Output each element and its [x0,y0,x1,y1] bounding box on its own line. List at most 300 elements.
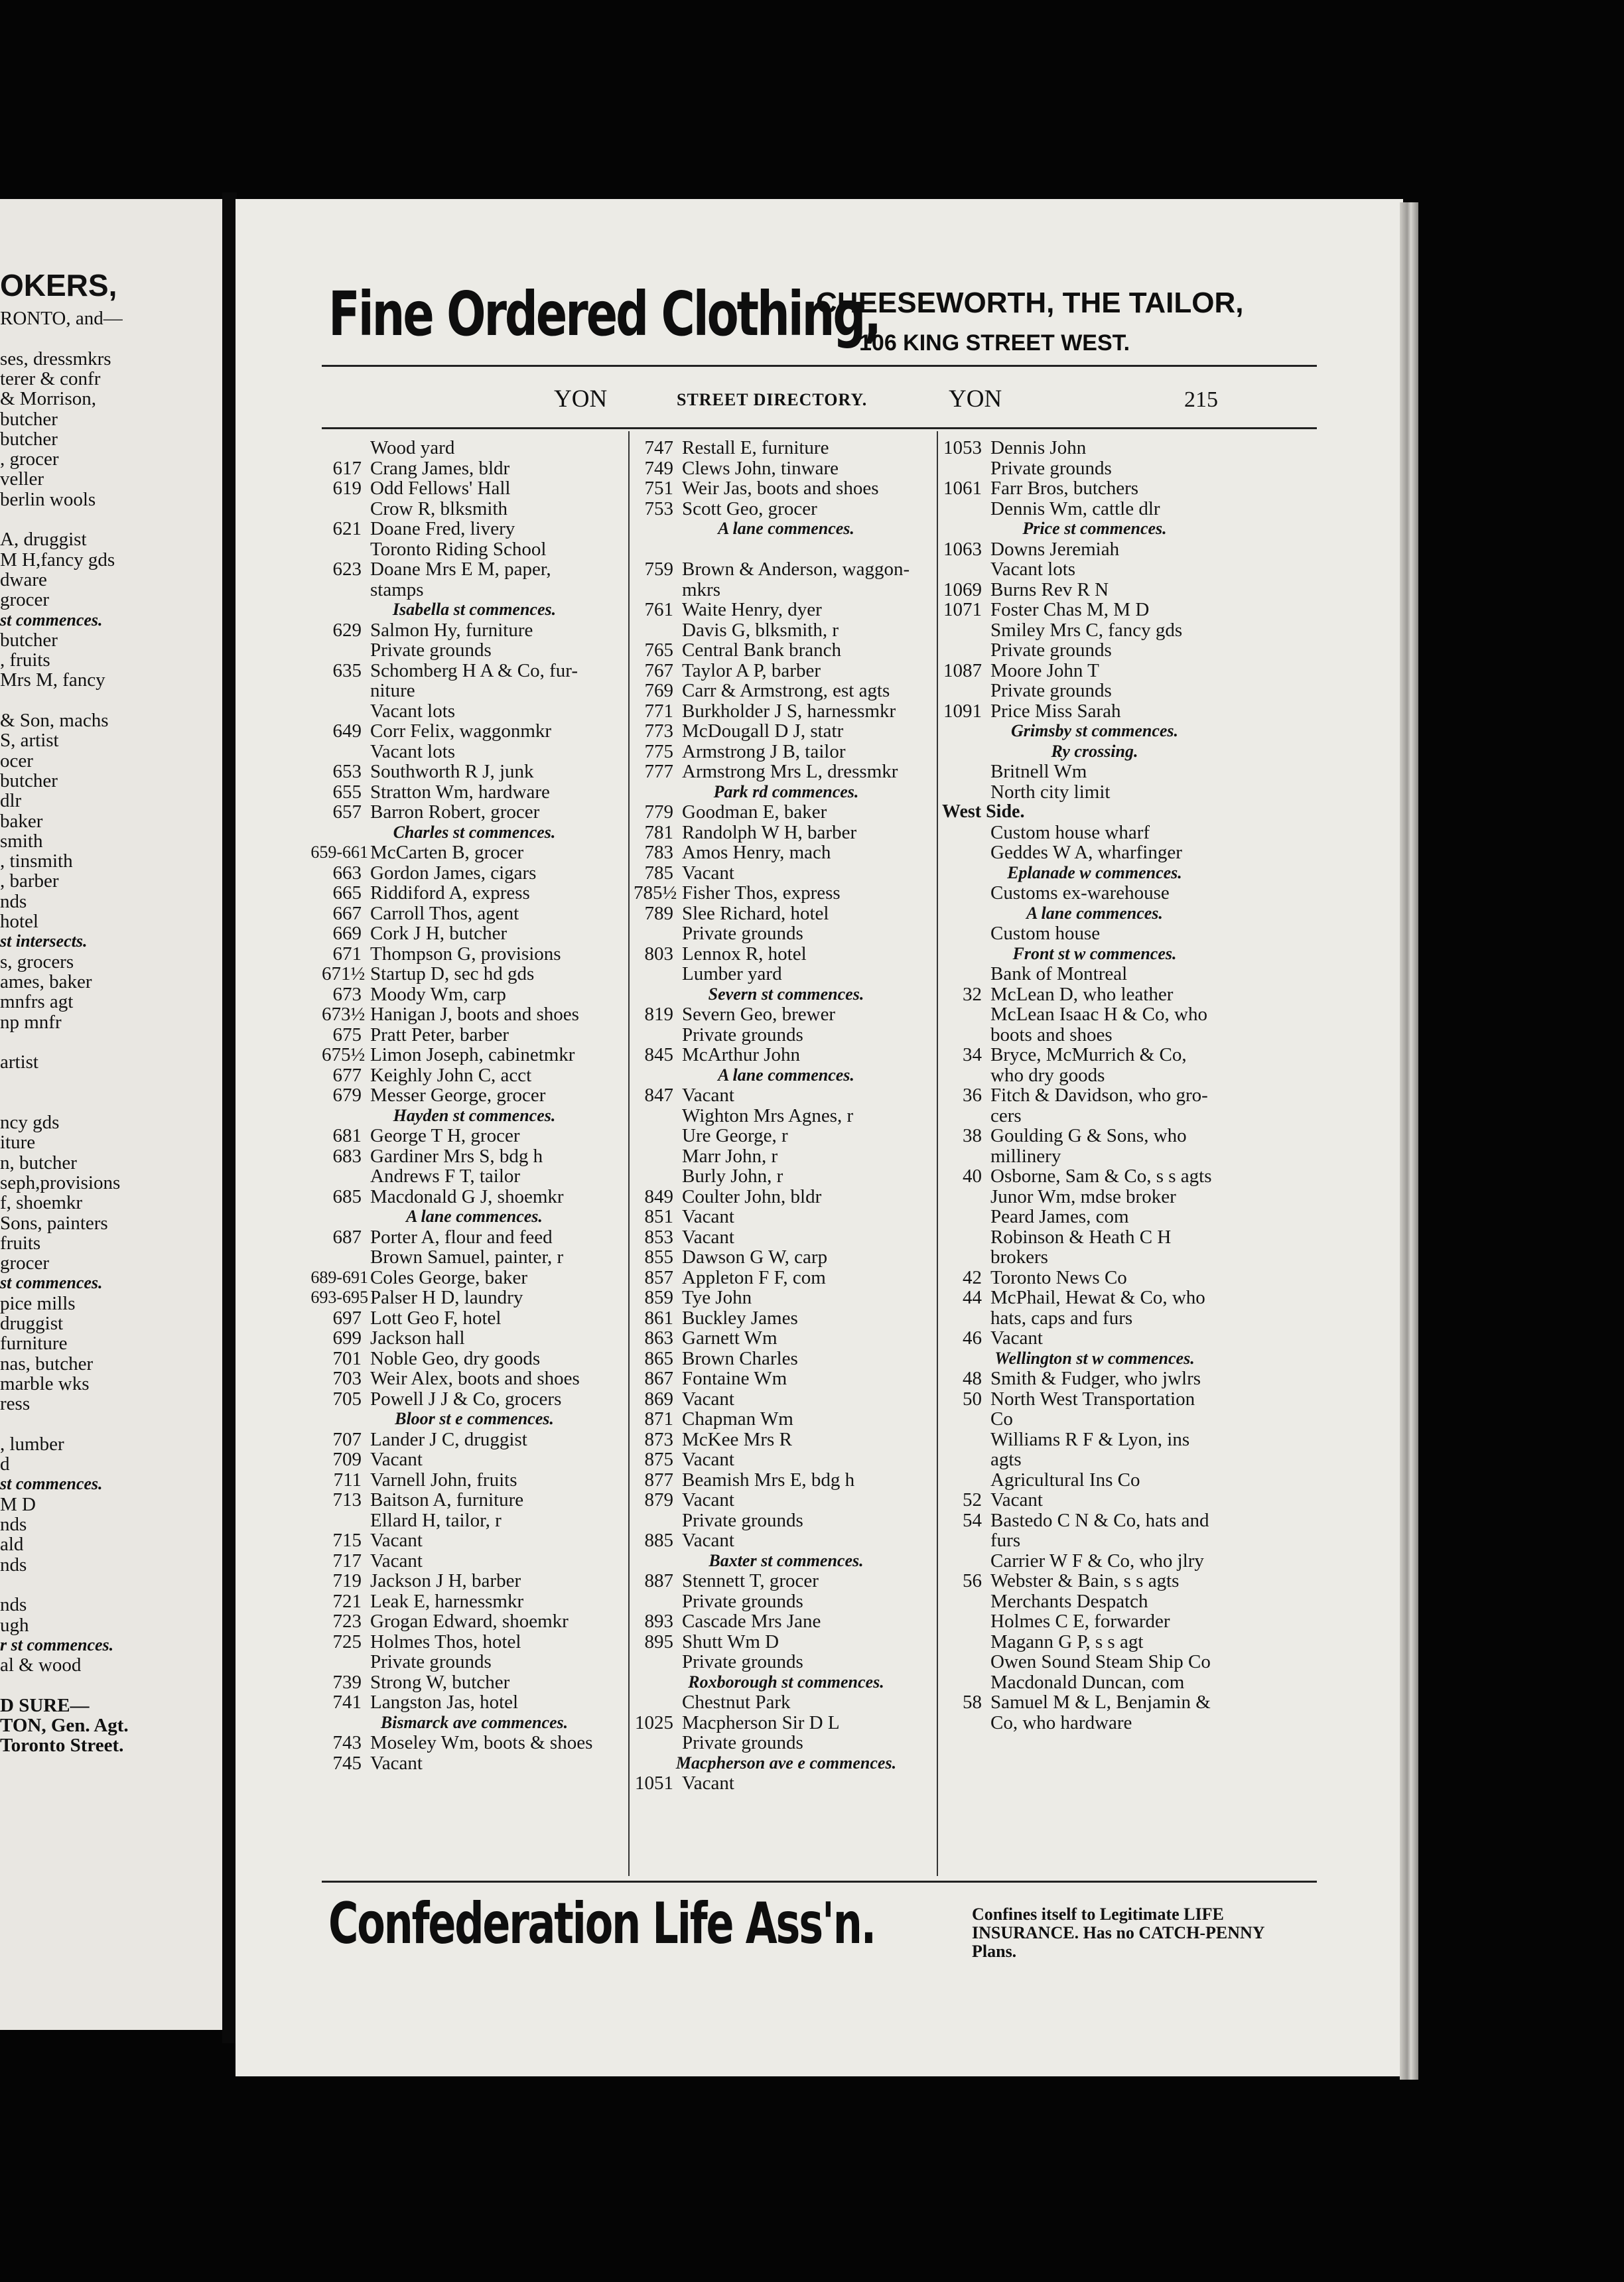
entry-text: Private grounds [370,1651,492,1672]
entry-text: Doane Mrs E M, paper, [370,559,551,580]
entry-text: Schomberg H A & Co, fur- [370,659,578,681]
street-number: 655 [332,781,362,803]
directory-entry [634,1409,945,1430]
entry-text: Clews John, tinware [682,457,839,479]
entry-text: Vacant lots [990,559,1076,580]
entry-text: Bastedo C N & Co, hats and [990,1509,1209,1531]
directory-entry [322,964,634,984]
entry-text: Private grounds [682,1651,803,1672]
street-crossing-note [942,1349,1254,1369]
directory-entry [942,1490,1254,1510]
directory-entry [634,1166,945,1187]
directory-page [236,199,1403,2076]
street-number: 659-661 [310,842,368,862]
entry-text: McKee Mrs R [682,1428,792,1450]
entry-text: boots and shoes [990,1024,1113,1045]
directory-entry [942,600,1254,620]
directory-entry [322,1733,634,1753]
directory-entry [634,1389,945,1410]
street-number: 743 [332,1732,362,1753]
directory-entry [322,701,634,722]
directory-entry [634,1510,945,1531]
ad-text-line: Plans. [972,1942,1017,1961]
street-number: 857 [644,1266,673,1288]
entry-text: Custom house wharf [990,821,1150,843]
street-number: 56 [963,1570,982,1591]
street-number: 895 [644,1631,673,1652]
entry-text: Macpherson Sir D L [682,1712,840,1733]
facing-page-line: smith [0,830,43,852]
street-number: 675½ [322,1044,366,1065]
entry-text: Vacant [990,1489,1043,1510]
entry-text: Lumber yard [682,963,782,984]
crossing-text: Bismarck ave commences. [380,1712,569,1732]
crossing-text: Isabella st commences. [392,600,557,619]
street-number: 861 [644,1307,673,1329]
crossing-text: Park rd commences. [713,781,859,801]
directory-entry [942,1510,1254,1531]
directory-entry [634,1773,945,1794]
entry-text: Vacant [682,862,734,884]
entry-text: Waite Henry, dyer [682,599,822,620]
entry-text: Stennett T, grocer [682,1570,819,1591]
street-number: 52 [963,1489,982,1510]
directory-entry [634,944,945,965]
directory-entry [322,863,634,884]
entry-text: Macdonald G J, shoemkr [370,1185,564,1207]
page-edge [1400,202,1418,2080]
facing-page-line: mnfrs agt [0,991,74,1013]
street-number: 693-695 [310,1288,368,1307]
street-number: 681 [332,1125,362,1146]
directory-entry [634,681,945,701]
facing-page-line: nas, butcher [0,1353,94,1375]
street-crossing-note [942,944,1254,965]
directory-entry [634,721,945,742]
directory-entry [634,1692,945,1713]
directory-entry [942,1611,1254,1632]
entry-text: Vacant [682,1773,734,1794]
entry-text: Smith & Fudger, who jwlrs [990,1368,1201,1389]
directory-entry [322,1470,634,1491]
entry-text: Stratton Wm, hardware [370,781,550,803]
directory-entry [942,1166,1254,1187]
entry-text: Private grounds [990,680,1112,701]
facing-page-line: butcher [0,770,58,791]
street-number: 723 [332,1611,362,1632]
directory-entry [942,1187,1254,1207]
entry-text: Weir Alex, boots and shoes [370,1368,580,1389]
facing-page-line: st commences. [0,1273,103,1293]
entry-text: Scott Geo, grocer [682,498,817,519]
entry-text: Vacant [370,1550,423,1572]
street-number: 663 [332,862,362,884]
entry-text: Webster & Bain, s s agts [990,1570,1180,1591]
street-name-right: YON [949,385,1002,413]
entry-text: Goodman E, baker [682,801,827,823]
street-number: 869 [644,1388,673,1410]
street-crossing-note [942,863,1254,884]
entry-text: Williams R F & Lyon, ins [990,1428,1190,1450]
directory-entry [942,1571,1254,1591]
crossing-text: Grimsby st commences. [1010,721,1179,740]
street-number: 779 [644,801,673,823]
directory-entry [942,1449,1254,1470]
street-number: 623 [332,559,362,580]
facing-page-line: D SURE— [0,1694,90,1716]
directory-entry [310,1287,634,1308]
street-number: 653 [332,761,362,782]
directory-entry [942,823,1254,843]
entry-text: Private grounds [990,457,1112,479]
entry-text: Fontaine Wm [682,1368,787,1389]
entry-text: Riddiford A, express [370,882,530,904]
directory-entry [322,1247,634,1268]
street-number: 697 [332,1307,362,1329]
directory-entry [322,762,634,782]
street-number: 657 [332,801,362,823]
street-number: 789 [644,902,673,924]
street-number: 40 [963,1166,982,1187]
facing-page-line: M H,fancy gds [0,549,115,570]
entry-text: Strong W, butcher [370,1671,510,1693]
entry-text: Wighton Mrs Agnes, r [682,1105,854,1126]
directory-entry [634,559,945,580]
directory-entry [634,802,945,823]
directory-entry [942,1672,1254,1693]
directory-entry [322,1389,634,1410]
directory-entry [322,580,634,600]
entry-text: Co [990,1408,1013,1430]
street-crossing-note [634,984,945,1005]
directory-entry [634,1288,945,1308]
entry-text: Brown & Anderson, waggon- [682,559,910,580]
facing-page-line: ames, baker [0,971,92,992]
facing-page-line: ocer [0,750,33,772]
directory-entry [942,438,1254,458]
street-number: 1051 [635,1773,673,1794]
entry-text: furs [990,1530,1021,1551]
street-number: 1025 [635,1712,673,1733]
facing-page-line: nds [0,1554,27,1576]
directory-entry [634,580,945,600]
street-number: 867 [644,1368,673,1389]
entry-text: Baitson A, furniture [370,1489,524,1510]
directory-entry [322,802,634,823]
facing-page-line: ncy gds [0,1112,60,1133]
directory-entry [322,1692,634,1713]
directory-entry [942,1530,1254,1551]
street-number: 785 [644,862,673,884]
street-number: 759 [644,559,673,580]
facing-page-line: , lumber [0,1433,64,1455]
street-number: 749 [644,457,673,479]
side-heading [942,802,1254,823]
directory-entry [322,1328,634,1349]
crossing-text: Charles st commences. [393,822,556,842]
facing-page-line: st commences. [0,610,103,630]
entry-text: Langston Jas, hotel [370,1692,519,1713]
directory-entry [322,944,634,965]
entry-text: Moody Wm, carp [370,983,506,1005]
facing-page-line: berlin wools [0,488,96,510]
directory-entry [322,1045,634,1065]
street-crossing-note [322,600,634,620]
entry-text: Fitch & Davidson, who gro- [990,1085,1208,1106]
entry-text: Dennis Wm, cattle dlr [990,498,1160,519]
entry-text: Noble Geo, dry goods [370,1347,541,1369]
facing-page-line: grocer [0,589,50,611]
entry-text: Foster Chas M, M D [990,599,1150,620]
facing-page-line: TON, Gen. Agt. [0,1715,129,1736]
street-crossing-note [942,742,1254,762]
entry-text: Vacant [682,1085,734,1106]
street-crossing-note [322,823,634,843]
entry-text: Junor Wm, mdse broker [990,1185,1176,1207]
entry-text: Vacant [682,1226,734,1248]
directory-entry [942,458,1254,479]
entry-text: Holmes C E, forwarder [990,1611,1170,1632]
street-number: 773 [644,720,673,742]
street-crossing-note [942,904,1254,924]
entry-text: Beamish Mrs E, bdg h [682,1469,855,1491]
directory-entry [322,1369,634,1389]
street-number: 713 [332,1489,362,1510]
street-number: 885 [644,1530,673,1551]
directory-entry [942,478,1254,499]
entry-text: agts [990,1449,1022,1470]
facing-page-line: d [0,1453,10,1475]
entry-text: Carr & Armstrong, est agts [682,680,890,701]
directory-entry [634,1713,945,1733]
crossing-text: Severn st commences. [708,984,864,1004]
directory-entry [322,1551,634,1572]
street-number: 665 [332,882,362,904]
entry-text: Lander J C, druggist [370,1428,527,1450]
street-number: 739 [332,1671,362,1693]
directory-entry [634,1652,945,1672]
crossing-text: Bloor st e commences. [395,1409,554,1428]
top-advertisement [328,279,1323,371]
entry-text: Davis G, blksmith, r [682,619,839,641]
street-number: 38 [963,1125,982,1146]
street-number: 675 [332,1024,362,1045]
directory-entry [634,1227,945,1248]
facing-page-line: iture [0,1132,36,1154]
street-number: 865 [644,1347,673,1369]
directory-entry [634,883,945,904]
directory-entry [634,539,945,560]
entry-text: George T H, grocer [370,1125,520,1146]
entry-text: Price Miss Sarah [990,700,1121,722]
entry-text: McCarten B, grocer [370,842,524,863]
directory-entry [322,1672,634,1693]
entry-text: Dawson G W, carp [682,1246,828,1268]
street-number: 32 [963,983,982,1005]
directory-entry [634,1106,945,1126]
entry-text: Leak E, harnessmkr [370,1590,524,1612]
street-crossing-note [322,1207,634,1227]
directory-entry [942,539,1254,560]
entry-text: Armstrong Mrs L, dressmkr [682,761,898,782]
facing-page-line: butcher [0,408,58,430]
directory-entry [942,1369,1254,1389]
facing-page-fragment [0,199,222,2030]
directory-entry [634,823,945,843]
side-heading-text: West Side. [942,801,1025,822]
entry-text: Southworth R J, junk [370,761,534,782]
street-number: 751 [644,478,673,499]
directory-entry [322,1510,634,1531]
entry-text: McArthur John [682,1044,801,1065]
street-number: 1061 [943,478,982,499]
street-number: 629 [332,619,362,641]
facing-page-line: S, artist [0,730,59,752]
street-number: 44 [963,1287,982,1308]
ad-business-name: CHEESEWORTH, THE TAILOR, [816,287,1244,319]
street-number: 621 [332,518,362,539]
entry-text: Andrews F T, tailor [370,1166,521,1187]
street-number: 46 [963,1327,982,1349]
directory-entry [634,904,945,924]
facing-page-line: dlr [0,790,22,812]
directory-entry [322,1652,634,1672]
street-crossing-note [634,1672,945,1693]
directory-entry [634,842,945,863]
facing-page-line: M D [0,1493,36,1515]
directory-entry [942,1025,1254,1045]
entry-text: McLean D, who leather [990,983,1174,1005]
directory-entry [322,1146,634,1167]
ad-text-line: INSURANCE. Has no CATCH-PENNY [972,1923,1265,1942]
street-number: 851 [644,1206,673,1227]
directory-entry [942,842,1254,863]
entry-text: Moore John T [990,659,1099,681]
street-crossing-note [322,1409,634,1430]
directory-entry [322,1753,634,1774]
entry-text: Vacant [682,1530,734,1551]
entry-text: Private grounds [682,923,803,944]
street-number: 667 [332,902,362,924]
street-number: 701 [332,1347,362,1369]
facing-page-line: al & wood [0,1654,82,1676]
street-number: 1071 [943,599,982,620]
facing-page-line: ald [0,1534,24,1556]
entry-text: Private grounds [682,1509,803,1531]
entry-text: Cascade Mrs Jane [682,1611,821,1632]
entry-text: Lott Geo F, hotel [370,1307,502,1329]
entry-text: Gordon James, cigars [370,862,537,884]
directory-entry [942,1470,1254,1491]
street-number: 677 [332,1064,362,1086]
street-number: 1087 [943,659,982,681]
entry-text: Cork J H, butcher [370,923,508,944]
ad-headline: Confederation Life Ass'n. [328,1891,876,1957]
street-number: 771 [644,700,673,722]
directory-entry [322,1308,634,1329]
ad-address: 106 KING STREET WEST. [859,330,1130,356]
directory-entry [634,1268,945,1288]
entry-text: Salmon Hy, furniture [370,619,533,641]
directory-entry [322,519,634,539]
street-crossing-note [634,1753,945,1774]
street-number: 777 [644,761,673,782]
street-number: 673 [332,983,362,1005]
entry-text: Britnell Wm [990,761,1087,782]
directory-entry [634,1632,945,1652]
street-number: 685 [332,1185,362,1207]
entry-text: Robinson & Heath C H [990,1226,1172,1248]
directory-entry [634,964,945,984]
street-number: 679 [332,1085,362,1106]
directory-entry [322,883,634,904]
directory-entry [942,1288,1254,1308]
directory-entry [322,1025,634,1045]
entry-text: Severn Geo, brewer [682,1004,836,1025]
street-number: 785½ [634,882,677,904]
entry-text: cers [990,1105,1022,1126]
directory-entry [322,539,634,560]
facing-page-line: ress [0,1393,31,1415]
entry-text: Merchants Despatch [990,1590,1148,1612]
street-crossing-note [634,1551,945,1572]
entry-text: Vacant [682,1206,734,1227]
entry-text: who dry goods [990,1064,1105,1086]
entry-text: Lennox R, hotel [682,943,807,965]
directory-entry [942,1227,1254,1248]
facing-page-line: Mrs M, fancy [0,669,105,691]
directory-entry [942,620,1254,641]
directory-entry [942,1430,1254,1450]
directory-entry [942,782,1254,803]
facing-page-line: hotel [0,911,38,932]
street-number: 58 [963,1692,982,1713]
directory-entry [322,1571,634,1591]
crossing-text: A lane commences. [406,1207,543,1226]
entry-text: Bank of Montreal [990,963,1128,984]
crossing-text: Baxter st commences. [709,1550,864,1570]
street-number: 717 [332,1550,362,1572]
directory-entry [322,1227,634,1248]
facing-page-line: nds [0,1514,27,1535]
street-number: 887 [644,1570,673,1591]
directory-entry [634,863,945,884]
street-number: 649 [332,720,362,742]
directory-entry [322,923,634,944]
entry-text: Appleton F F, com [682,1266,826,1288]
ad-text-line: Confines itself to Legitimate LIFE [972,1905,1224,1924]
street-crossing-note [942,721,1254,742]
street-number: 863 [644,1327,673,1349]
entry-text: Hanigan J, boots and shoes [370,1004,579,1025]
street-number: 769 [644,680,673,701]
running-head-rule [322,427,1317,429]
entry-text: Powell J J & Co, grocers [370,1388,562,1410]
directory-entry [322,904,634,924]
crossing-text: Wellington st w commences. [994,1348,1195,1368]
street-number: 707 [332,1428,362,1450]
street-number: 767 [644,659,673,681]
directory-entry [634,499,945,519]
street-number: 845 [644,1044,673,1065]
directory-entry [322,1126,634,1146]
entry-text: Vacant lots [370,700,456,722]
street-number: 42 [963,1266,982,1288]
entry-text: Private grounds [682,1024,803,1045]
entry-text: Customs ex-warehouse [990,882,1170,904]
entry-text: Porter A, flour and feed [370,1226,553,1248]
street-number: 849 [644,1185,673,1207]
